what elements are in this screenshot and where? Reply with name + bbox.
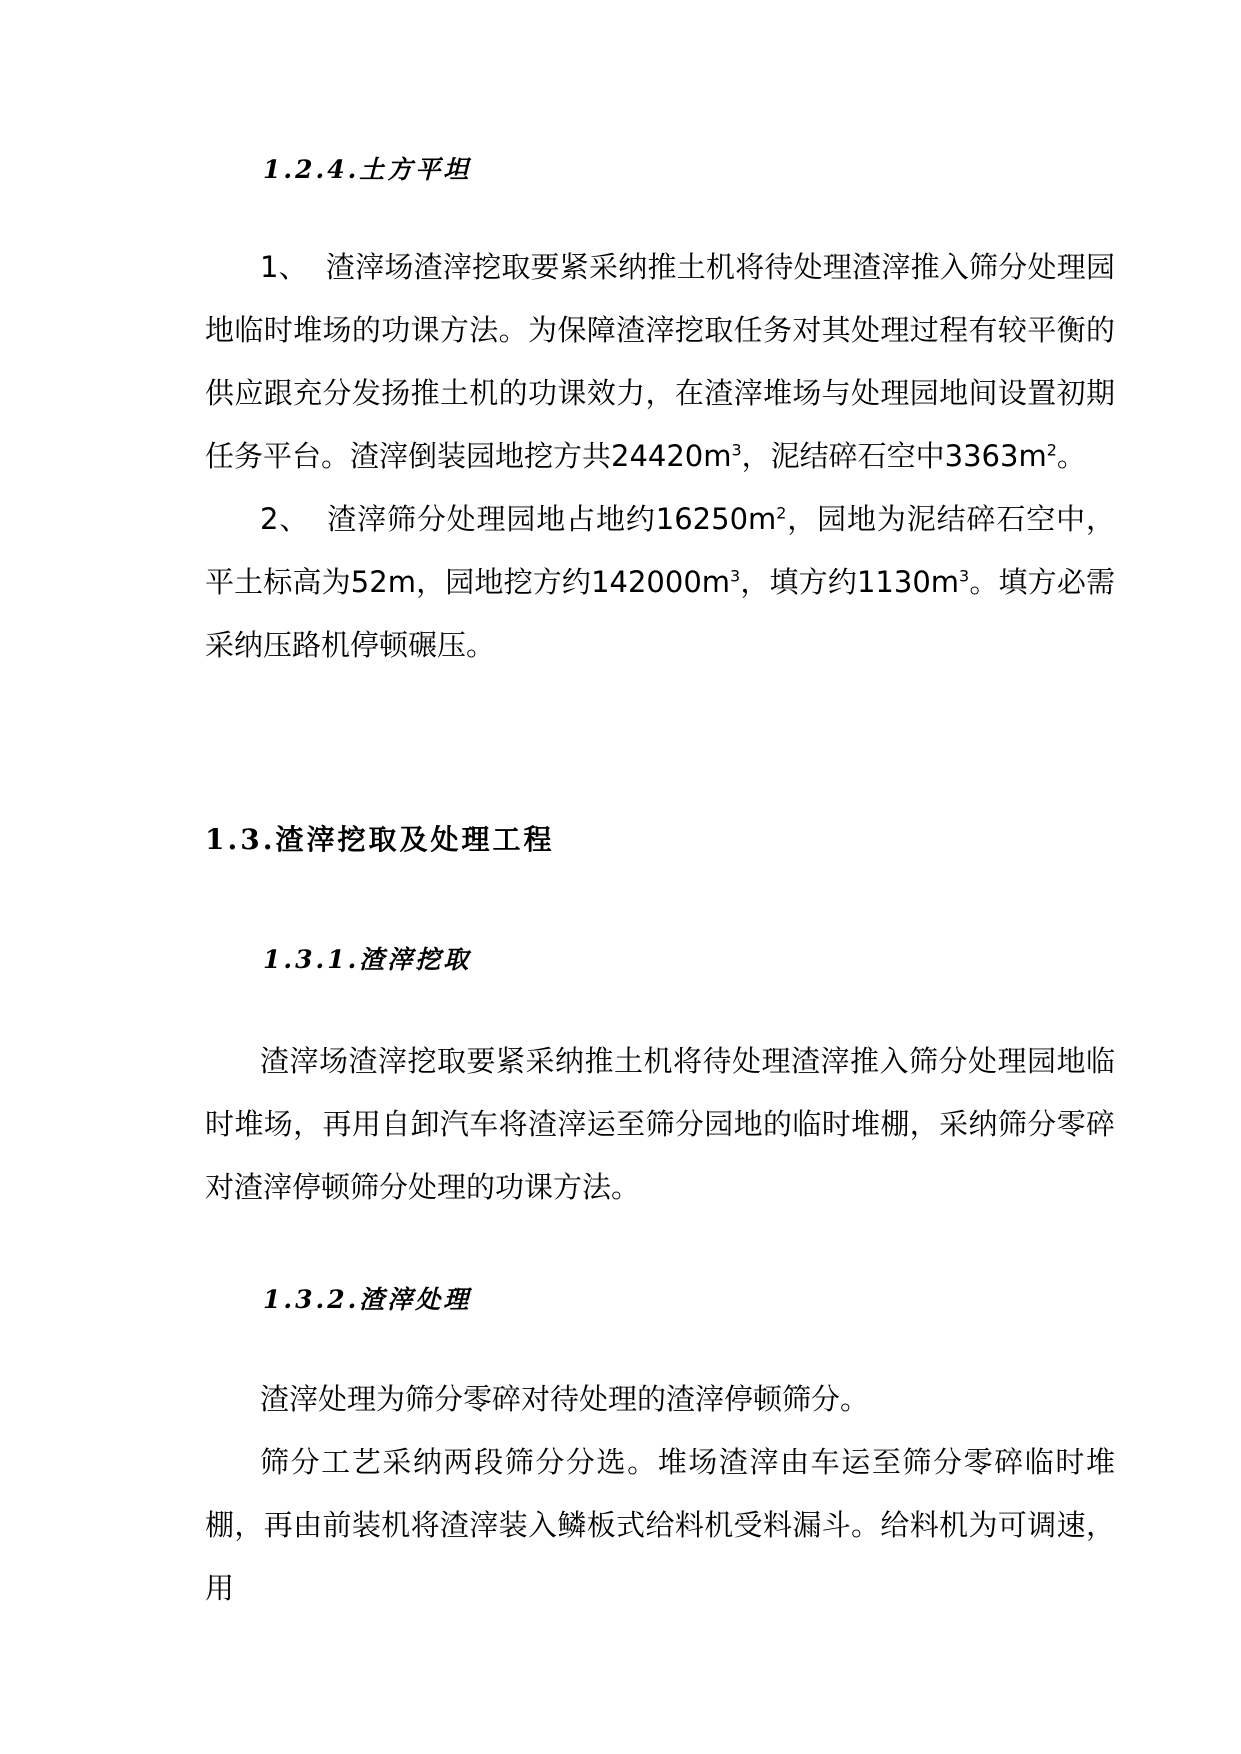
section-1-2-4-body <box>205 236 1115 677</box>
list-item: 1、 渣滓场渣滓挖取要紧采纳推土机将待处理渣滓推入筛分处理园地临时堆场的功课方法。为保障渣滓挖取任务对其处理过程有较平衡的供应跟充分发扬推土机的功课效力，在渣滓堆场与处理园地间设置初期任务平台。渣滓倒装园地挖方共$24420m^3$，泥结碎石空中$3363m^2$。 <box>205 250 1115 473</box>
list-item: 2、 渣滓筛分处理园地占地约$16250m^2$，园地为泥结碎石空中，平土标高为52m，园地挖方约$142000m^3$，填方约$1130m^3$。填方必需采纳压路机停顿碾压。 <box>205 502 1115 662</box>
section-1-3-1-body <box>205 1030 1115 1219</box>
heading-1-3-1: 1.3.1.渣滓挖取 <box>263 945 472 974</box>
section-1-3-2-body <box>205 1368 1115 1620</box>
paragraph: 渣滓处理为筛分零碎对待处理的渣滓停顿筛分。 <box>260 1382 870 1416</box>
heading-1-3: 1.3.渣滓挖取及处理工程 <box>205 823 555 856</box>
heading-1-3-2: 1.3.2.渣滓处理 <box>263 1285 472 1314</box>
paragraph: 筛分工艺采纳两段筛分分选。堆场渣滓由车运至筛分零碎临时堆棚，再由前装机将渣滓装入鳞板式给料机受料漏斗。给料机为可调速，用 <box>205 1445 1115 1605</box>
heading-1-2-4: 1.2.4.土方平坦 <box>263 155 472 184</box>
paragraph: 渣滓场渣滓挖取要紧采纳推土机将待处理渣滓推入筛分处理园地临时堆场，再用自卸汽车将渣滓运至筛分园地的临时堆棚，采纳筛分零碎对渣滓停顿筛分处理的功课方法。 <box>205 1044 1115 1204</box>
